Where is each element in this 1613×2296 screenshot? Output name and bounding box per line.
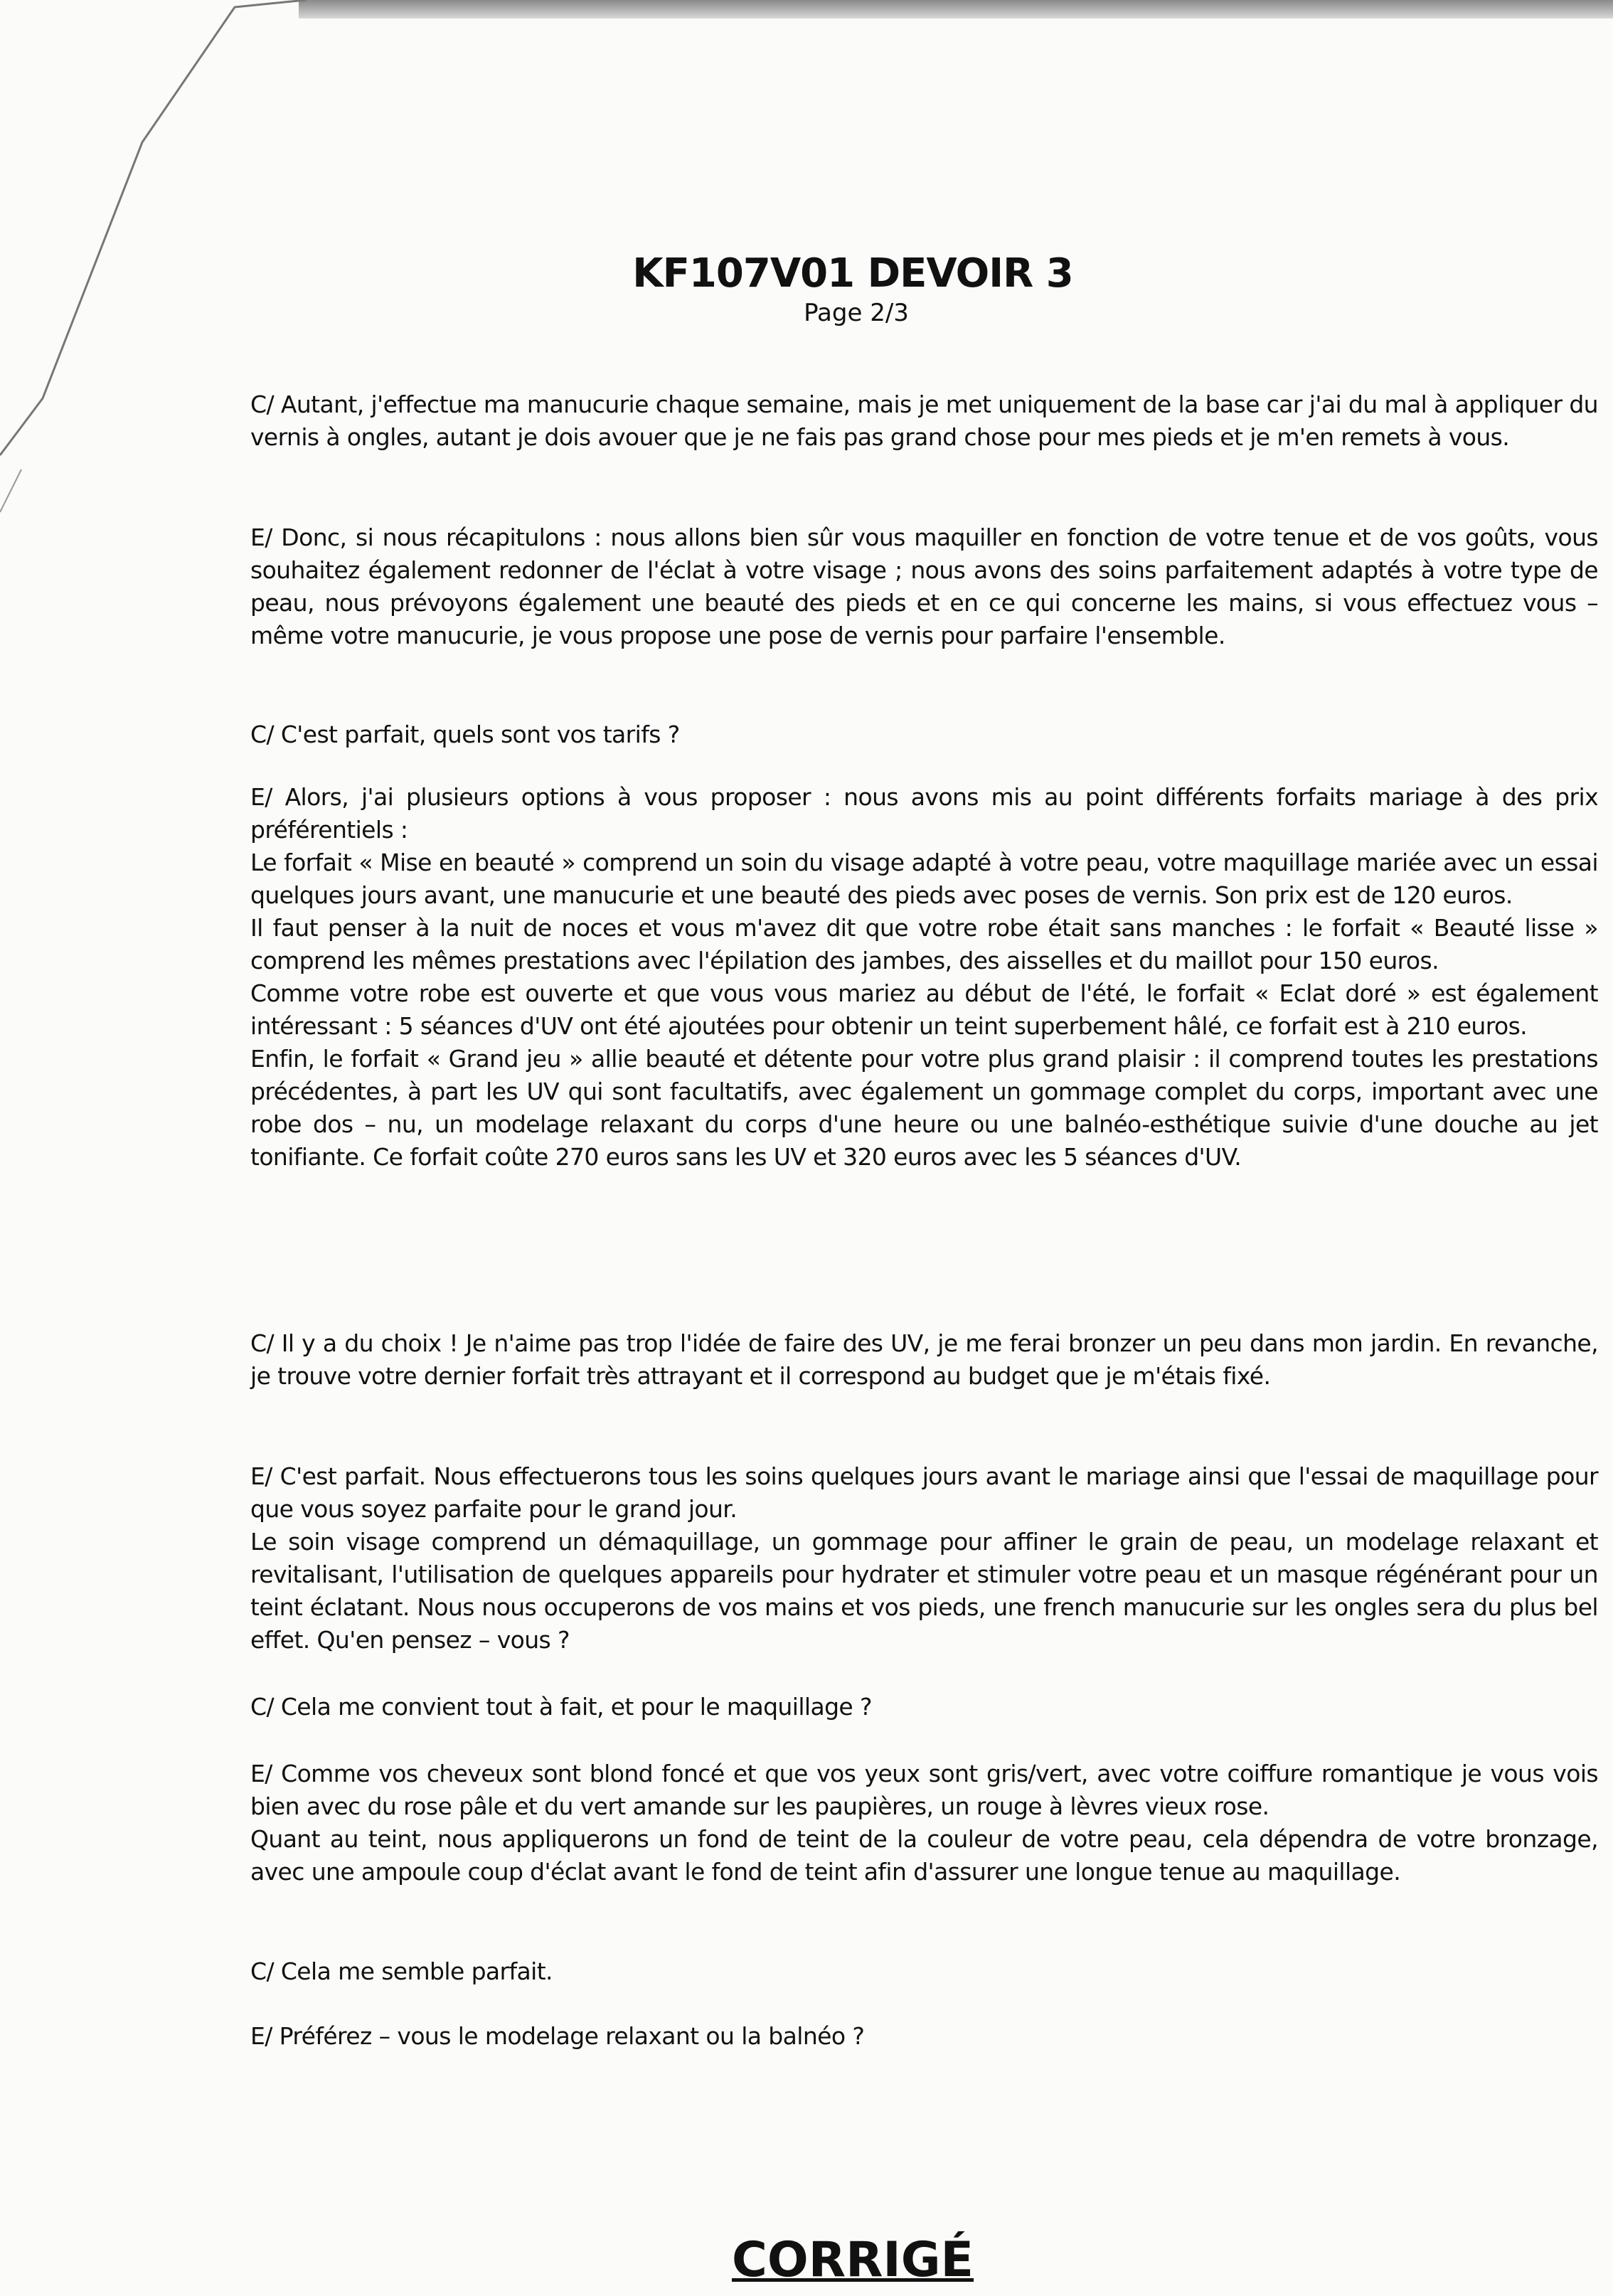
paragraph-text: C/ Il y a du choix ! Je n'aime pas trop l'idée de faire des UV, je me ferai bronzer un peu dans mon jardin. En revanche, je trouve votre dernier forfait très attrayant et il correspond au budget que je m'étais fixé. bbox=[250, 1329, 1598, 1390]
forfait-mise-en-beaute: Le forfait « Mise en beauté » comprend un soin du visage adapté à votre peau, votre maquillage mariée avec un essai quelques jours avant, une manucurie et une beauté des pieds avec poses de vernis. Son prix est de 120 euros. bbox=[250, 849, 1598, 909]
paragraph-text: E/ Donc, si nous récapitulons : nous allons bien sûr vous maquiller en fonction de votre tenue et de vos goûts, vous souhaitez également redonner de l'éclat à votre visage ; nous avons des soins parfaitement adaptés à votre type de peau, nous prévoyons également une beauté des pieds et en ce qui concerne les mains, si vous effectuez vous – même votre manucurie, je vous propose une pose de vernis pour parfaire l'ensemble. bbox=[250, 523, 1598, 649]
paragraph-text: E/ Alors, j'ai plusieurs options à vous proposer : nous avons mis au point différents forfaits mariage à des prix préférentiels : bbox=[250, 783, 1598, 844]
paragraph-text: E/ Préférez – vous le modelage relaxant ou la balnéo ? bbox=[250, 2022, 865, 2050]
paragraph-esthetician-1 bbox=[250, 521, 1598, 652]
paragraph-text: C/ C'est parfait, quels sont vos tarifs ? bbox=[250, 721, 680, 748]
paragraph-text: Quant au teint, nous appliquerons un fond de teint de la couleur de votre peau, cela dépendra de votre bronzage, avec une ampoule coup d'éclat avant le fond de teint afin d'assurer une longue tenue au maquillage. bbox=[250, 1825, 1598, 1886]
paragraph-text: C/ Autant, j'effectue ma manucurie chaque semaine, mais je met uniquement de la base car j'ai du mal à appliquer du vernis à ongles, autant je dois avouer que je ne fais pas grand chose pour mes pieds et je m'en remets à vous. bbox=[250, 390, 1598, 451]
paragraph-client-4 bbox=[250, 1691, 1598, 1723]
page-number: Page 2/3 bbox=[804, 299, 909, 327]
forfait-beaute-lisse: Il faut penser à la nuit de noces et vous m'avez dit que votre robe était sans manches : le forfait « Beauté lisse » comprend les mêmes prestations avec l'épilation des jambes, des aisselles et du maillot pour 150 euros. bbox=[250, 914, 1598, 974]
paragraph-client-1 bbox=[250, 388, 1598, 454]
forfait-eclat-dore: Comme votre robe est ouverte et que vous vous mariez au début de l'été, le forfait « Eclat doré » est également intéressant : 5 séances d'UV ont été ajoutées pour obtenir un teint superbement hâlé, ce forfait est à 210 euros. bbox=[250, 979, 1598, 1040]
paragraph-text: C/ Cela me semble parfait. bbox=[250, 1957, 553, 1985]
paragraph-text: C/ Cela me convient tout à fait, et pour le maquillage ? bbox=[250, 1693, 872, 1721]
paragraph-text: E/ C'est parfait. Nous effectuerons tous les soins quelques jours avant le mariage ainsi que l'essai de maquillage pour que vous soyez parfaite pour le grand jour. bbox=[250, 1462, 1598, 1523]
paragraph-text: Le soin visage comprend un démaquillage, un gommage pour affiner le grain de peau, un modelage relaxant et revitalisant, l'utilisation de quelques appareils pour hydrater et stimuler votre peau et un masque régénérant pour un teint éclatant. Nous nous occuperons de vos mains et vos pieds, une french manucurie sur les ongles sera du plus bel effet. Qu'en pensez – vous ? bbox=[250, 1528, 1598, 1654]
paragraph-esthetician-3 bbox=[250, 1460, 1598, 1657]
paragraph-client-3 bbox=[250, 1327, 1598, 1393]
paragraph-esthetician-4 bbox=[250, 1758, 1598, 1888]
paragraph-client-2 bbox=[250, 718, 1598, 751]
forfait-grand-jeu: Enfin, le forfait « Grand jeu » allie beauté et détente pour votre plus grand plaisir : il comprend toutes les prestations précédentes, à part les UV qui sont facultatifs, avec également un gommage complet du corps, important avec une robe dos – nu, un modelage relaxant du corps d'une heure ou une balnéo-esthétique suivie d'une douche au jet tonifiante. Ce forfait coûte 270 euros sans les UV et 320 euros avec les 5 séances d'UV. bbox=[250, 1045, 1598, 1171]
paragraph-esthetician-2 bbox=[250, 781, 1598, 1174]
paragraph-client-5 bbox=[250, 1955, 1598, 1988]
paragraph-text: E/ Comme vos cheveux sont blond foncé et que vos yeux sont gris/vert, avec votre coiffure romantique je vous vois bien avec du rose pâle et du vert amande sur les paupières, un rouge à lèvres vieux rose. bbox=[250, 1760, 1598, 1820]
paragraph-esthetician-5 bbox=[250, 2020, 1598, 2053]
scan-edge-shadow bbox=[299, 0, 1613, 18]
corrige-stamp: CORRIGÉ bbox=[732, 2232, 974, 2288]
document-title: KF107V01 DEVOIR 3 bbox=[632, 250, 1073, 297]
